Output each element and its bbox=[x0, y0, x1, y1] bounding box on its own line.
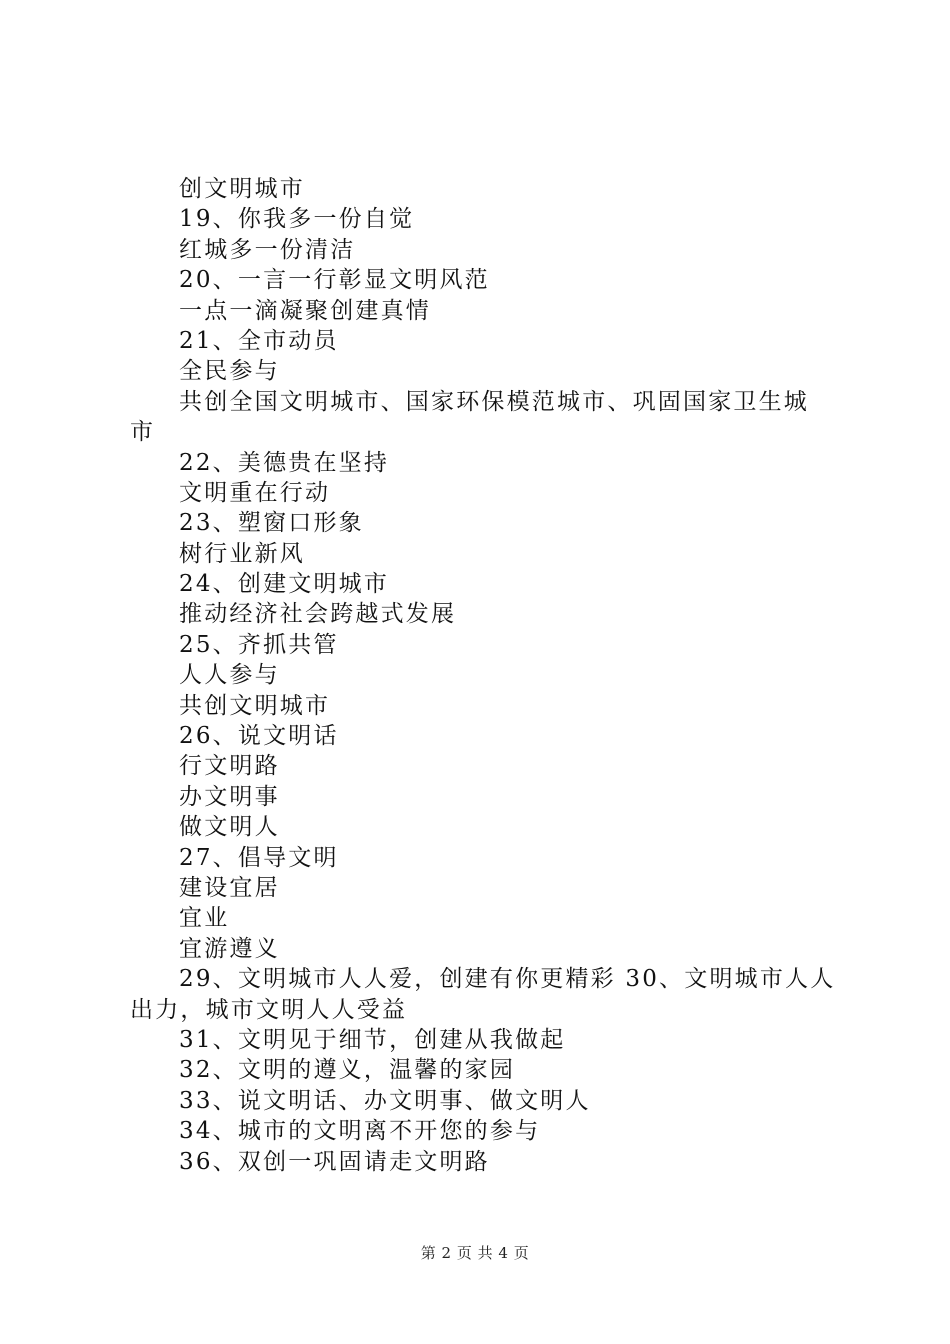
text-line: 29、文明城市人人爱，创建有你更精彩 30、文明城市人人 bbox=[179, 966, 836, 993]
text-line: 人人参与 bbox=[179, 662, 280, 689]
text-line: 21、全市动员 bbox=[179, 327, 339, 354]
text-line: 22、美德贵在坚持 bbox=[179, 449, 390, 476]
text-line: 全民参与 bbox=[179, 358, 280, 385]
text-line: 文明重在行动 bbox=[179, 479, 331, 506]
text-line: 20、一言一行彰显文明风范 bbox=[179, 267, 490, 294]
text-line: 26、说文明话 bbox=[179, 723, 339, 750]
text-line: 共创全国文明城市、国家环保模范城市、巩固国家卫生城 bbox=[179, 388, 809, 415]
text-line: 建设宜居 bbox=[179, 874, 280, 901]
text-line: 32、文明的遵义，温馨的家园 bbox=[179, 1057, 516, 1084]
text-line: 红城多一份清洁 bbox=[179, 236, 356, 263]
text-line: 推动经济社会跨越式发展 bbox=[179, 601, 457, 628]
text-line: 共创文明城市 bbox=[179, 692, 331, 719]
text-line: 31、文明见于细节，创建从我做起 bbox=[179, 1026, 566, 1053]
page-footer: 第 2 页 共 4 页 bbox=[420, 1244, 530, 1262]
text-line: 宜业 bbox=[179, 905, 230, 932]
text-line: 创文明城市 bbox=[179, 176, 305, 202]
document-body bbox=[130, 174, 836, 1177]
text-line: 树行业新风 bbox=[179, 540, 305, 567]
text-line: 25、齐抓共管 bbox=[179, 631, 339, 658]
text-line-continuation: 出力，城市文明人人受益 bbox=[130, 996, 408, 1023]
text-line: 办文明事 bbox=[179, 783, 280, 810]
text-line-continuation: 市 bbox=[130, 419, 156, 446]
text-line: 33、说文明话、办文明事、做文明人 bbox=[179, 1087, 591, 1114]
text-line: 36、双创一巩固请走文明路 bbox=[179, 1148, 490, 1175]
text-line: 行文明路 bbox=[179, 753, 280, 780]
text-line: 宜游遵义 bbox=[179, 935, 280, 962]
text-line: 23、塑窗口形象 bbox=[179, 510, 364, 537]
text-line: 做文明人 bbox=[179, 814, 280, 841]
text-line: 19、你我多一份自觉 bbox=[179, 206, 415, 233]
text-line: 34、城市的文明离不开您的参与 bbox=[179, 1118, 541, 1145]
text-line: 一点一滴凝聚创建真情 bbox=[179, 297, 431, 324]
text-line: 24、创建文明城市 bbox=[179, 571, 390, 598]
text-line: 27、倡导文明 bbox=[179, 844, 339, 871]
